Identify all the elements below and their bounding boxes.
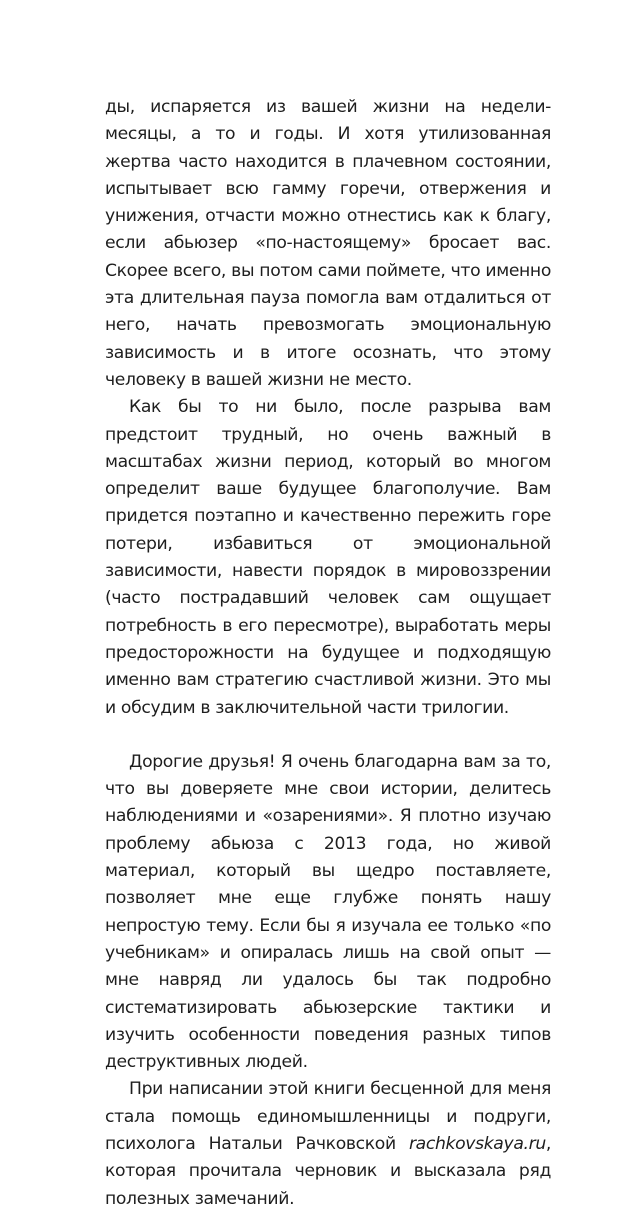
- section-gap: [105, 722, 551, 749]
- website-reference: rachkovskaya.ru: [408, 1133, 546, 1154]
- paragraph-4: [105, 1076, 551, 1212]
- paragraph-2: Как бы то ни было, после разрыва вам предстоит трудный, но очень важный в масштабах жизни период, который во многом определит ваше будущее благополучие. Вам придется поэтапно и качественно пережить горе потери, избавиться от эмоциональной зависимости, навести порядок в мировоззрении (часто пострадавший человек сам ощущает потребность в его пересмотре), выработать меры предосторожности на будущее и подходящую именно вам стратегию счастливой жизни. Это мы и обсудим в заключительной части трилогии.: [105, 397, 551, 718]
- paragraph-3: Дорогие друзья! Я очень благодарна вам за то, что вы доверяете мне свои истории, делитесь наблюдениями и «озарениями». Я плотно изучаю проблему абьюза с 2013 года, но живой материал, который вы щедро поставляете, позволяет мне еще глубже понять нашу непростую тему. Если бы я изучала ее только «по учебникам» и опиралась лишь на свой опыт — мне навряд ли удалось бы так подробно систематизировать абьюзерские тактики и изучить особенности поведения разных типов деструктивных людей.: [105, 751, 551, 1073]
- paragraph-4-text-after: , которая прочитала черновик и высказала ряд полезных замечаний.: [105, 1133, 551, 1209]
- paragraph-4-text-before: При написании этой книги бесценной для меня стала помощь единомышленницы и подруги, психолога Натальи Рачковской: [105, 1079, 551, 1154]
- page-body: [105, 94, 551, 1213]
- paragraph-1: ды, испаряется из вашей жизни на недели-месяцы, а то и годы. И хотя утилизованная жертва часто находится в плачевном состоянии, испытывает всю гамму горечи, отвержения и унижения, отчасти можно отнестись как к благу, если абьюзер «по-настоящему» бросает вас. Скорее всего, вы потом сами поймете, что именно эта длительная пауза помогла вам отдалиться от него, начать превозмогать эмоциональную зависимость и в итоге осознать, что этому человеку в вашей жизни не место.: [105, 97, 551, 390]
